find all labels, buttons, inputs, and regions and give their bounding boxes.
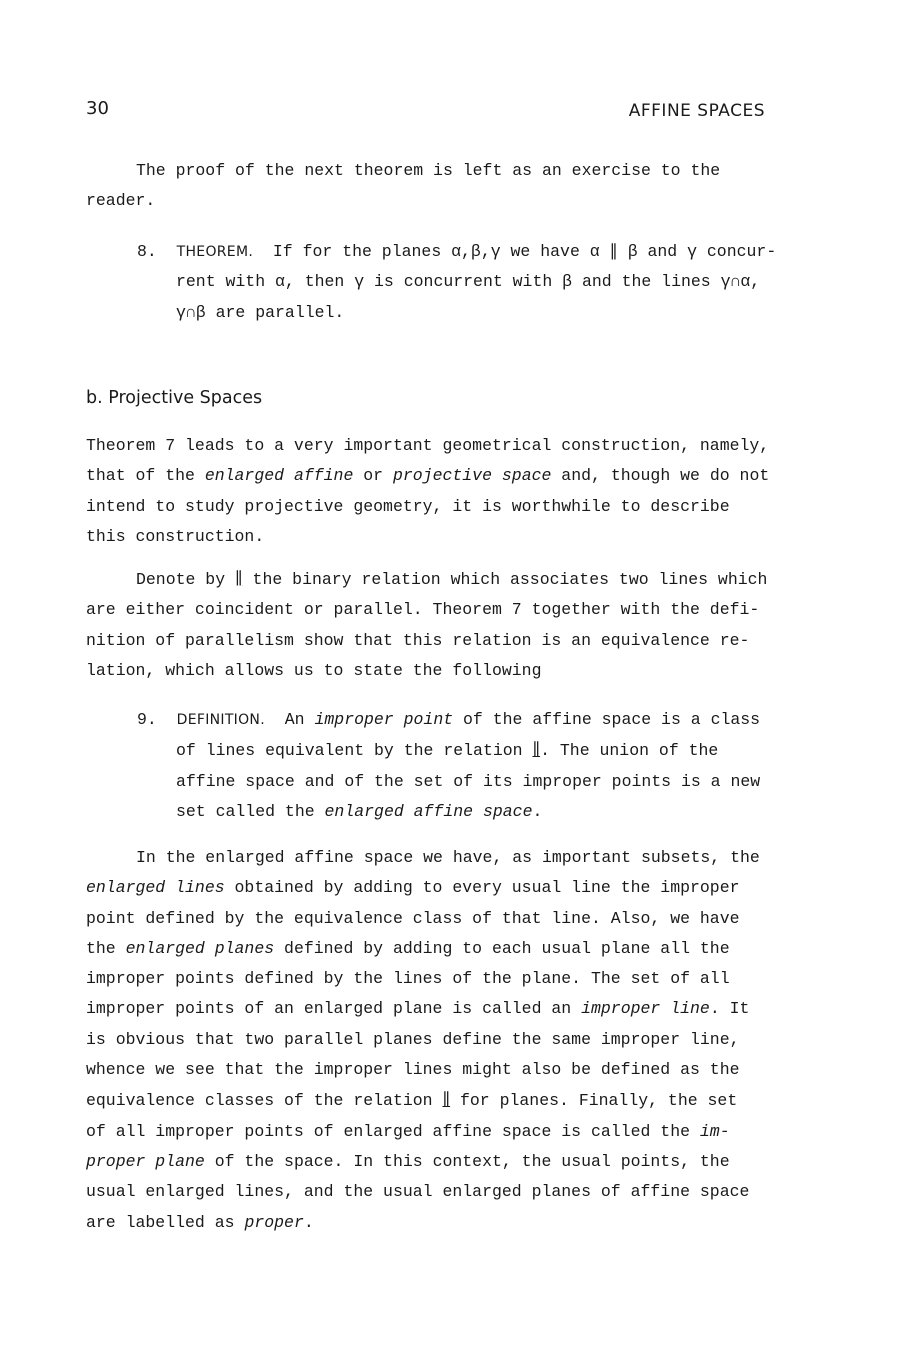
- p3-l11-b: of the space. In this context, the usual points, the: [204, 1151, 730, 1171]
- term-proper: proper: [244, 1212, 304, 1232]
- page-number: 30: [86, 98, 109, 119]
- term-enlarged-affine-space: enlarged affine space: [324, 801, 533, 821]
- p1-l2-a: that of the: [86, 466, 205, 486]
- p2-line-4: lation, which allows us to state the following: [86, 660, 542, 680]
- theorem-line-3: γ∩β are parallel.: [176, 302, 345, 322]
- theorem-line-2: rent with α, then γ is concurrent with β and the lines γ∩α,: [176, 272, 761, 292]
- parallel-relation-symbol: ∥: [442, 1090, 451, 1110]
- definition-9: [137, 705, 787, 827]
- p2-line-2: are either coincident or parallel. Theorem 7 together with the defi-: [86, 600, 760, 620]
- p1-line-3: intend to study projective geometry, it is worthwhile to describe: [86, 496, 730, 516]
- p3-l2-b: obtained by adding to every usual line the improper: [224, 878, 740, 898]
- paragraph-3: [86, 843, 786, 1238]
- parallel-relation-symbol: ∥: [532, 740, 541, 760]
- parallel-relation-symbol: ∥: [235, 569, 243, 588]
- p3-l4-a: the: [86, 938, 126, 958]
- theorem-8: [137, 237, 787, 328]
- term-improper-plane-part2: proper plane: [86, 1151, 205, 1171]
- p3-l9-a: equivalence classes of the relation: [86, 1091, 443, 1111]
- term-projective-space: projective space: [392, 466, 552, 486]
- p2-line-3: nition of parallelism show that this relation is an equivalence re-: [86, 630, 750, 650]
- p2-l1-a: Denote by: [136, 570, 236, 589]
- p1-line-1: Theorem 7 leads to a very important geometrical construction, namely,: [86, 436, 770, 455]
- intro-paragraph: [86, 156, 786, 217]
- paragraph-2: [86, 564, 786, 686]
- def-l1-b: of the affine space is a class: [453, 710, 761, 729]
- theorem-label: THEOREM.: [176, 244, 254, 260]
- def-l2-b: . The union of the: [540, 741, 719, 761]
- p3-l9-b: for planes. Finally, the set: [450, 1091, 738, 1111]
- p1-l2-b: or: [353, 466, 393, 486]
- p3-line-1: In the enlarged affine space we have, as important subsets, the: [136, 848, 760, 867]
- p3-l13-b: .: [303, 1212, 314, 1232]
- intro-line-1: The proof of the next theorem is left as an exercise to the: [136, 161, 721, 180]
- p1-l2-c: and, though we do not: [551, 466, 770, 486]
- p3-line-12: usual enlarged lines, and the usual enlarged planes of affine space: [86, 1182, 750, 1202]
- p3-line-5: improper points defined by the lines of the plane. The set of all: [86, 969, 730, 989]
- definition-label: DEFINITION.: [176, 712, 265, 728]
- p2-l1-b: the binary relation which associates two lines which: [242, 570, 768, 589]
- p3-l13-a: are labelled as: [86, 1212, 245, 1232]
- term-improper-point: improper point: [314, 710, 454, 729]
- def-l4-b: .: [532, 801, 543, 821]
- p3-l6-a: improper points of an enlarged plane is called an: [86, 999, 582, 1019]
- p3-line-3: point defined by the equivalence class of that line. Also, we have: [86, 908, 740, 928]
- p3-line-8: whence we see that the improper lines might also be defined as the: [86, 1060, 740, 1080]
- term-improper-line: improper line: [581, 999, 710, 1019]
- def-l2-a: of lines equivalent by the relation: [176, 741, 533, 761]
- p3-l10-a: of all improper points of enlarged affine space is called the: [86, 1121, 700, 1141]
- p3-l4-b: defined by adding to each usual plane all the: [274, 938, 730, 958]
- p3-l6-b: . It: [709, 999, 750, 1019]
- p3-line-7: is obvious that two parallel planes define the same improper line,: [86, 1029, 740, 1049]
- def-l1-a: An: [284, 710, 315, 729]
- paragraph-1: [86, 431, 786, 552]
- term-enlarged-planes: enlarged planes: [125, 938, 275, 958]
- term-enlarged-lines: enlarged lines: [86, 878, 225, 898]
- intro-line-2: reader.: [86, 191, 156, 211]
- theorem-number: 8.: [137, 242, 157, 261]
- definition-number: 9.: [137, 710, 157, 729]
- def-line-3: affine space and of the set of its improper points is a new: [176, 771, 761, 791]
- term-improper-plane-part1: im-: [699, 1121, 730, 1141]
- def-l4-a: set called the: [176, 801, 325, 821]
- p1-line-4: this construction.: [86, 526, 265, 546]
- running-head: AFFINE SPACES: [628, 101, 765, 121]
- section-heading: b. Projective Spaces: [86, 388, 263, 408]
- theorem-line-1: If for the planes α,β,γ we have α ∥ β and γ concur-: [272, 242, 777, 261]
- term-enlarged-affine: enlarged affine: [204, 466, 354, 486]
